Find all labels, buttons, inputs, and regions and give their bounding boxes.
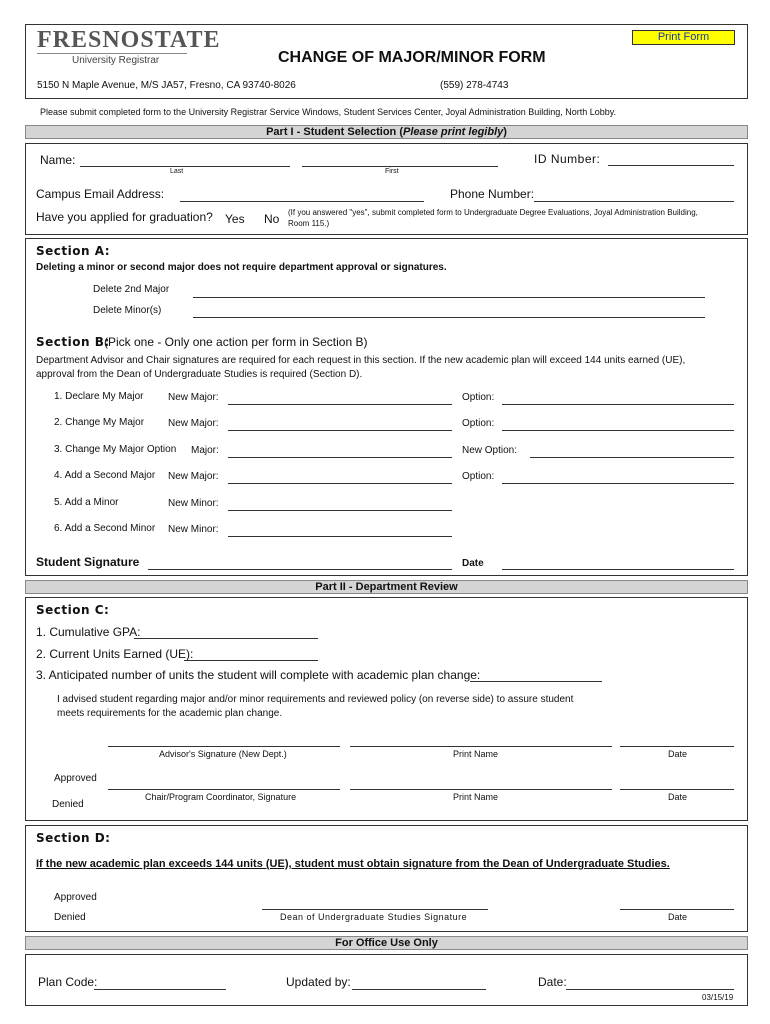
major-field-1[interactable] xyxy=(228,404,452,405)
dean-date-label: Date xyxy=(668,912,688,922)
logo-subtitle: University Registrar xyxy=(72,55,160,66)
phone-label: Phone Number: xyxy=(450,187,535,201)
major-field-3[interactable] xyxy=(228,457,452,458)
phone-field[interactable] xyxy=(534,201,734,202)
dean-date-field[interactable] xyxy=(620,909,734,910)
plan-code-label: Plan Code: xyxy=(38,975,98,989)
chair-denied[interactable]: Denied xyxy=(52,799,84,810)
field-label-1: New Major: xyxy=(168,392,219,403)
plan-code-field[interactable] xyxy=(94,989,226,990)
section-b-subtitle: (Pick one - Only one action per form in Section B) xyxy=(104,335,368,349)
last-name-field[interactable] xyxy=(80,166,290,167)
option-label-4: Option: xyxy=(462,471,495,482)
student-signature-label: Student Signature xyxy=(36,555,140,569)
id-field[interactable] xyxy=(608,165,734,166)
major-field-4[interactable] xyxy=(228,483,452,484)
section-a-note: Deleting a minor or second major does not require department approval or signatures. xyxy=(36,262,447,273)
option-field-4[interactable] xyxy=(502,483,734,484)
delete-major-label: Delete 2nd Major xyxy=(93,284,170,295)
advisor-signature-label: Advisor's Signature (New Dept.) xyxy=(159,749,287,759)
logo-text: FRESNOSTATE xyxy=(37,27,221,53)
major-field-2[interactable] xyxy=(228,430,452,431)
field-label-4: New Major: xyxy=(168,471,219,482)
updated-by-label: Updated by: xyxy=(286,975,351,989)
field-label-6: New Minor: xyxy=(168,524,219,535)
chair-date-label: Date xyxy=(668,792,688,802)
gpa-field[interactable] xyxy=(134,638,318,639)
student-date-field[interactable] xyxy=(502,569,734,570)
first-label: First xyxy=(385,168,399,175)
submit-instructions: Please submit completed form to the University Registrar Service Windows, Student Services Center, Joyal Administration Building, North Lobby. xyxy=(40,107,617,117)
last-label: Last xyxy=(170,168,184,175)
chair-print-name-label: Print Name xyxy=(453,792,499,802)
form-title: CHANGE OF MAJOR/MINOR FORM xyxy=(278,49,546,66)
student-date-label: Date xyxy=(462,558,484,569)
action-3[interactable]: 3. Change My Major Option xyxy=(54,444,177,455)
action-6[interactable]: 6. Add a Second Minor xyxy=(54,523,156,534)
advisor-date-field[interactable] xyxy=(620,746,734,747)
option-field-1[interactable] xyxy=(502,404,734,405)
id-label: ID Number: xyxy=(534,152,601,166)
advisor-print-name-field[interactable] xyxy=(350,746,612,747)
option-label-1: Option: xyxy=(462,392,495,403)
form-version: 03/15/19 xyxy=(702,993,734,1002)
email-field[interactable] xyxy=(180,201,424,202)
advisor-print-name-label: Print Name xyxy=(453,749,499,759)
print-form-button[interactable]: Print Form xyxy=(632,30,735,45)
section-d-note: If the new academic plan exceeds 144 units (UE), student must obtain signature from the Dean of Undergraduate Studies. xyxy=(36,858,670,870)
section-c-title: Section C: xyxy=(36,603,110,617)
office-frame xyxy=(25,954,748,1006)
graduation-note-2: Room 115.) xyxy=(288,219,330,228)
advised-text-1: I advised student regarding major and/or minor requirements and reviewed policy (on reverse side) to assure student xyxy=(57,694,574,705)
gpa-label: 1. Cumulative GPA: xyxy=(36,625,141,639)
registrar-phone: (559) 278-4743 xyxy=(440,80,509,91)
chair-approved[interactable]: Approved xyxy=(54,773,97,784)
field-label-3: Major: xyxy=(191,445,219,456)
delete-minor-label: Delete Minor(s) xyxy=(93,305,162,316)
ue-field[interactable] xyxy=(184,660,318,661)
dean-approved[interactable]: Approved xyxy=(54,892,97,903)
advisor-signature-field[interactable] xyxy=(108,746,340,747)
no-option[interactable]: No xyxy=(264,212,280,226)
dean-signature-label: Dean of Undergraduate Studies Signature xyxy=(280,912,468,922)
chair-signature-field[interactable] xyxy=(108,789,340,790)
logo-divider xyxy=(37,53,187,54)
section-b-note-1: Department Advisor and Chair signatures are required for each request in this section. If the new academic plan will exceed 144 units earned (UE), xyxy=(36,355,686,366)
address: 5150 N Maple Avenue, M/S JA57, Fresno, CA 93740-8026 xyxy=(37,80,296,91)
updated-by-field[interactable] xyxy=(352,989,486,990)
dean-signature-field[interactable] xyxy=(262,909,488,910)
chair-print-name-field[interactable] xyxy=(350,789,612,790)
action-2[interactable]: 2. Change My Major xyxy=(54,417,145,428)
section-a-title: Section A: xyxy=(36,244,111,258)
chair-date-field[interactable] xyxy=(620,789,734,790)
graduation-note-1: (If you answered "yes", submit completed form to Undergraduate Degree Evaluations, Joyal Administration Building, xyxy=(288,208,698,217)
email-label: Campus Email Address: xyxy=(36,187,165,201)
advised-text-2: meets requirements for the academic plan change. xyxy=(57,708,283,719)
name-label: Name: xyxy=(40,153,76,167)
part2-bar: Part II - Department Review xyxy=(25,580,748,594)
anticipated-field[interactable] xyxy=(470,681,602,682)
minor-field-5[interactable] xyxy=(228,510,452,511)
action-4[interactable]: 4. Add a Second Major xyxy=(54,470,156,481)
section-d-title: Section D: xyxy=(36,831,111,845)
anticipated-label: 3. Anticipated number of units the student will complete with academic plan change: xyxy=(36,668,481,682)
minor-field-6[interactable] xyxy=(228,536,452,537)
office-date-field[interactable] xyxy=(566,989,734,990)
option-field-2[interactable] xyxy=(502,430,734,431)
option-label-2: Option: xyxy=(462,418,495,429)
action-5[interactable]: 5. Add a Minor xyxy=(54,497,119,508)
ue-label: 2. Current Units Earned (UE): xyxy=(36,647,194,661)
option-field-3[interactable] xyxy=(530,457,734,458)
office-date-label: Date: xyxy=(538,975,567,989)
option-label-3: New Option: xyxy=(462,445,518,456)
office-bar: For Office Use Only xyxy=(25,936,748,950)
section-b-note-2: approval from the Dean of Undergraduate Studies is required (Section D). xyxy=(36,369,363,380)
section-b-title: Section B: xyxy=(36,335,110,349)
delete-major-field[interactable] xyxy=(193,297,705,298)
action-1[interactable]: 1. Declare My Major xyxy=(54,391,144,402)
graduation-question: Have you applied for graduation? xyxy=(36,210,213,224)
field-label-5: New Minor: xyxy=(168,498,219,509)
chair-signature-label: Chair/Program Coordinator, Signature xyxy=(145,792,297,802)
dean-denied[interactable]: Denied xyxy=(54,912,86,923)
student-signature-field[interactable] xyxy=(148,569,452,570)
advisor-date-label: Date xyxy=(668,749,688,759)
yes-option[interactable]: Yes xyxy=(225,212,245,226)
first-name-field[interactable] xyxy=(302,166,498,167)
field-label-2: New Major: xyxy=(168,418,219,429)
part1-bar: Part I - Student Selection (Please print legibly) xyxy=(25,125,748,139)
delete-minor-field[interactable] xyxy=(193,317,705,318)
